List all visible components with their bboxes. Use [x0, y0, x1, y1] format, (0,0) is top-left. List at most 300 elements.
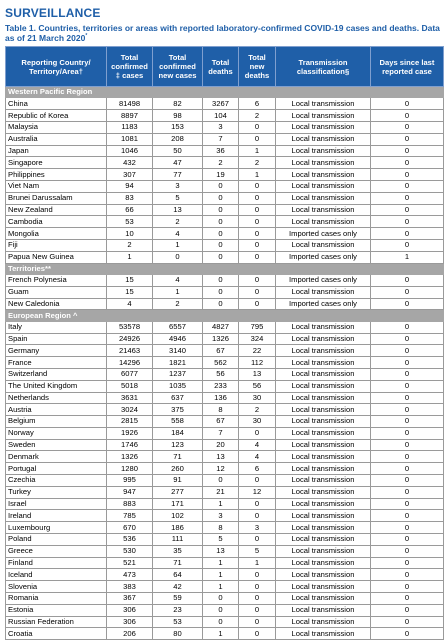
- days-since-cell: 0: [371, 451, 444, 463]
- country-cell: China: [6, 98, 107, 110]
- new-cases-cell: 153: [153, 121, 203, 133]
- country-cell: Czechia: [6, 475, 107, 487]
- country-cell: New Caledonia: [6, 298, 107, 310]
- new-deaths-cell: 1: [239, 557, 276, 569]
- transmission-cell: Local transmission: [276, 204, 371, 216]
- total-deaths-cell: 8: [203, 404, 239, 416]
- table-row: [6, 133, 444, 145]
- new-deaths-cell: 0: [239, 498, 276, 510]
- total-cases-cell: 8897: [107, 110, 153, 122]
- total-deaths-cell: 21: [203, 486, 239, 498]
- new-cases-cell: 3140: [153, 345, 203, 357]
- days-since-cell: 0: [371, 145, 444, 157]
- country-cell: New Zealand: [6, 204, 107, 216]
- days-since-cell: 0: [371, 522, 444, 534]
- new-deaths-cell: 112: [239, 357, 276, 369]
- total-deaths-cell: 0: [203, 593, 239, 605]
- new-deaths-cell: 22: [239, 345, 276, 357]
- total-deaths-cell: 1326: [203, 333, 239, 345]
- col-new-deaths-header: Total new deaths: [239, 47, 276, 87]
- transmission-cell: Imported cases only: [276, 251, 371, 263]
- new-cases-cell: 102: [153, 510, 203, 522]
- country-cell: Estonia: [6, 604, 107, 616]
- country-cell: Poland: [6, 534, 107, 546]
- new-deaths-cell: 0: [239, 239, 276, 251]
- transmission-cell: Local transmission: [276, 628, 371, 640]
- total-deaths-cell: 1: [203, 581, 239, 593]
- country-cell: Luxembourg: [6, 522, 107, 534]
- table-row: [6, 557, 444, 569]
- total-deaths-cell: 1: [203, 569, 239, 581]
- table-row: [6, 251, 444, 263]
- total-cases-cell: 307: [107, 169, 153, 181]
- table-row: [6, 545, 444, 557]
- transmission-cell: Local transmission: [276, 357, 371, 369]
- table-row: [6, 380, 444, 392]
- new-cases-cell: 1: [153, 286, 203, 298]
- transmission-cell: Imported cases only: [276, 298, 371, 310]
- table-row: [6, 169, 444, 181]
- section-heading: SURVEILLANCE: [5, 6, 101, 20]
- days-since-cell: 0: [371, 475, 444, 487]
- total-cases-cell: 2815: [107, 416, 153, 428]
- transmission-cell: Local transmission: [276, 121, 371, 133]
- table-row: [6, 110, 444, 122]
- country-cell: Spain: [6, 333, 107, 345]
- total-cases-cell: 536: [107, 534, 153, 546]
- total-cases-cell: 785: [107, 510, 153, 522]
- transmission-cell: Local transmission: [276, 545, 371, 557]
- transmission-cell: Imported cases only: [276, 274, 371, 286]
- transmission-cell: Local transmission: [276, 157, 371, 169]
- transmission-cell: Local transmission: [276, 569, 371, 581]
- days-since-cell: 0: [371, 380, 444, 392]
- table-row: [6, 368, 444, 380]
- total-deaths-cell: 5: [203, 534, 239, 546]
- new-cases-cell: 82: [153, 98, 203, 110]
- total-deaths-cell: 3267: [203, 98, 239, 110]
- total-deaths-cell: 19: [203, 169, 239, 181]
- transmission-cell: Local transmission: [276, 368, 371, 380]
- table-row: [6, 463, 444, 475]
- region-title: Territories**: [6, 263, 444, 274]
- new-cases-cell: 13: [153, 204, 203, 216]
- total-cases-cell: 670: [107, 522, 153, 534]
- country-cell: The United Kingdom: [6, 380, 107, 392]
- transmission-cell: Local transmission: [276, 475, 371, 487]
- new-deaths-cell: 0: [239, 569, 276, 581]
- country-cell: Croatia: [6, 628, 107, 640]
- transmission-cell: Local transmission: [276, 604, 371, 616]
- days-since-cell: 0: [371, 321, 444, 333]
- transmission-cell: Local transmission: [276, 427, 371, 439]
- transmission-cell: Local transmission: [276, 616, 371, 628]
- total-cases-cell: 81498: [107, 98, 153, 110]
- total-cases-cell: 206: [107, 628, 153, 640]
- transmission-cell: Local transmission: [276, 321, 371, 333]
- new-deaths-cell: 13: [239, 368, 276, 380]
- table-row: [6, 157, 444, 169]
- total-deaths-cell: 0: [203, 251, 239, 263]
- country-cell: Portugal: [6, 463, 107, 475]
- days-since-cell: 0: [371, 604, 444, 616]
- table-body: [6, 87, 444, 640]
- transmission-cell: Local transmission: [276, 593, 371, 605]
- new-deaths-cell: 0: [239, 274, 276, 286]
- new-cases-cell: 59: [153, 593, 203, 605]
- total-cases-cell: 66: [107, 204, 153, 216]
- total-deaths-cell: 104: [203, 110, 239, 122]
- total-deaths-cell: 4827: [203, 321, 239, 333]
- table-row: [6, 534, 444, 546]
- total-deaths-cell: 7: [203, 427, 239, 439]
- total-deaths-cell: 233: [203, 380, 239, 392]
- transmission-cell: Local transmission: [276, 557, 371, 569]
- transmission-cell: Local transmission: [276, 169, 371, 181]
- transmission-cell: Local transmission: [276, 380, 371, 392]
- new-deaths-cell: 0: [239, 121, 276, 133]
- new-deaths-cell: 1: [239, 145, 276, 157]
- transmission-cell: Local transmission: [276, 345, 371, 357]
- new-deaths-cell: 324: [239, 333, 276, 345]
- new-cases-cell: 4: [153, 274, 203, 286]
- total-deaths-cell: 0: [203, 616, 239, 628]
- table-row: [6, 498, 444, 510]
- new-cases-cell: 123: [153, 439, 203, 451]
- country-cell: Ireland: [6, 510, 107, 522]
- total-cases-cell: 3024: [107, 404, 153, 416]
- total-deaths-cell: 0: [203, 192, 239, 204]
- new-deaths-cell: 0: [239, 133, 276, 145]
- new-deaths-cell: 12: [239, 486, 276, 498]
- total-cases-cell: 1926: [107, 427, 153, 439]
- new-deaths-cell: 0: [239, 475, 276, 487]
- new-deaths-cell: 2: [239, 404, 276, 416]
- total-cases-cell: 521: [107, 557, 153, 569]
- total-deaths-cell: 0: [203, 239, 239, 251]
- days-since-cell: 0: [371, 392, 444, 404]
- total-deaths-cell: 36: [203, 145, 239, 157]
- new-cases-cell: 0: [153, 251, 203, 263]
- total-deaths-cell: 13: [203, 451, 239, 463]
- days-since-cell: 0: [371, 463, 444, 475]
- days-since-cell: 0: [371, 357, 444, 369]
- table-header-row: [6, 47, 444, 87]
- total-cases-cell: 6077: [107, 368, 153, 380]
- total-cases-cell: 1046: [107, 145, 153, 157]
- col-transmission-header: Transmission classification§: [276, 47, 371, 87]
- country-cell: Austria: [6, 404, 107, 416]
- new-deaths-cell: 6: [239, 463, 276, 475]
- table-row: [6, 298, 444, 310]
- transmission-cell: Local transmission: [276, 239, 371, 251]
- transmission-cell: Local transmission: [276, 110, 371, 122]
- new-cases-cell: 2: [153, 216, 203, 228]
- transmission-cell: Local transmission: [276, 439, 371, 451]
- new-deaths-cell: 0: [239, 616, 276, 628]
- new-deaths-cell: 2: [239, 110, 276, 122]
- new-cases-cell: 208: [153, 133, 203, 145]
- days-since-cell: 0: [371, 569, 444, 581]
- days-since-cell: 0: [371, 486, 444, 498]
- transmission-cell: Local transmission: [276, 498, 371, 510]
- total-deaths-cell: 0: [203, 298, 239, 310]
- transmission-cell: Local transmission: [276, 286, 371, 298]
- table-row: [6, 357, 444, 369]
- table-row: [6, 439, 444, 451]
- days-since-cell: 0: [371, 333, 444, 345]
- region-title: Western Pacific Region: [6, 87, 444, 98]
- new-cases-cell: 64: [153, 569, 203, 581]
- days-since-cell: 0: [371, 286, 444, 298]
- new-cases-cell: 91: [153, 475, 203, 487]
- total-cases-cell: 947: [107, 486, 153, 498]
- country-cell: Italy: [6, 321, 107, 333]
- col-country-header: Reporting Country/ Territory/Area†: [6, 47, 107, 87]
- transmission-cell: Local transmission: [276, 581, 371, 593]
- new-deaths-cell: 0: [239, 604, 276, 616]
- country-cell: Malaysia: [6, 121, 107, 133]
- new-deaths-cell: 30: [239, 416, 276, 428]
- new-deaths-cell: 4: [239, 439, 276, 451]
- total-deaths-cell: 0: [203, 180, 239, 192]
- transmission-cell: Local transmission: [276, 145, 371, 157]
- table-row: [6, 628, 444, 640]
- country-cell: Japan: [6, 145, 107, 157]
- country-cell: Turkey: [6, 486, 107, 498]
- country-cell: Fiji: [6, 239, 107, 251]
- total-cases-cell: 14296: [107, 357, 153, 369]
- days-since-cell: 0: [371, 593, 444, 605]
- total-cases-cell: 883: [107, 498, 153, 510]
- country-cell: Mongolia: [6, 228, 107, 240]
- country-cell: Germany: [6, 345, 107, 357]
- days-since-cell: 0: [371, 404, 444, 416]
- new-deaths-cell: 1: [239, 169, 276, 181]
- new-deaths-cell: 56: [239, 380, 276, 392]
- new-deaths-cell: 30: [239, 392, 276, 404]
- table-row: [6, 392, 444, 404]
- total-deaths-cell: 0: [203, 204, 239, 216]
- table-row: [6, 192, 444, 204]
- new-cases-cell: 53: [153, 616, 203, 628]
- new-cases-cell: 184: [153, 427, 203, 439]
- new-deaths-cell: 0: [239, 192, 276, 204]
- total-cases-cell: 306: [107, 616, 153, 628]
- total-cases-cell: 24926: [107, 333, 153, 345]
- days-since-cell: 0: [371, 616, 444, 628]
- total-deaths-cell: 3: [203, 121, 239, 133]
- days-since-cell: 0: [371, 416, 444, 428]
- total-cases-cell: 1326: [107, 451, 153, 463]
- table-row: [6, 98, 444, 110]
- country-cell: Romania: [6, 593, 107, 605]
- table-row: [6, 180, 444, 192]
- country-cell: Cambodia: [6, 216, 107, 228]
- new-deaths-cell: 0: [239, 216, 276, 228]
- transmission-cell: Local transmission: [276, 216, 371, 228]
- new-deaths-cell: 5: [239, 545, 276, 557]
- transmission-cell: Local transmission: [276, 133, 371, 145]
- days-since-cell: 0: [371, 510, 444, 522]
- days-since-cell: 0: [371, 180, 444, 192]
- days-since-cell: 0: [371, 581, 444, 593]
- new-cases-cell: 5: [153, 192, 203, 204]
- days-since-cell: 0: [371, 228, 444, 240]
- transmission-cell: Local transmission: [276, 333, 371, 345]
- days-since-cell: 0: [371, 427, 444, 439]
- transmission-cell: Local transmission: [276, 522, 371, 534]
- days-since-cell: 0: [371, 192, 444, 204]
- total-cases-cell: 473: [107, 569, 153, 581]
- country-cell: Iceland: [6, 569, 107, 581]
- new-cases-cell: 375: [153, 404, 203, 416]
- total-deaths-cell: 0: [203, 604, 239, 616]
- total-cases-cell: 4: [107, 298, 153, 310]
- country-cell: Papua New Guinea: [6, 251, 107, 263]
- new-cases-cell: 42: [153, 581, 203, 593]
- days-since-cell: 0: [371, 534, 444, 546]
- total-cases-cell: 383: [107, 581, 153, 593]
- new-cases-cell: 1035: [153, 380, 203, 392]
- table-row: [6, 581, 444, 593]
- table-row: [6, 204, 444, 216]
- transmission-cell: Local transmission: [276, 392, 371, 404]
- new-cases-cell: 50: [153, 145, 203, 157]
- total-cases-cell: 3631: [107, 392, 153, 404]
- total-deaths-cell: 0: [203, 274, 239, 286]
- region-header-row: [6, 87, 444, 98]
- total-deaths-cell: 67: [203, 345, 239, 357]
- total-deaths-cell: 20: [203, 439, 239, 451]
- new-deaths-cell: 0: [239, 298, 276, 310]
- total-deaths-cell: 12: [203, 463, 239, 475]
- new-deaths-cell: 0: [239, 228, 276, 240]
- table-row: [6, 345, 444, 357]
- new-deaths-cell: 0: [239, 593, 276, 605]
- days-since-cell: 0: [371, 628, 444, 640]
- new-cases-cell: 1821: [153, 357, 203, 369]
- total-cases-cell: 10: [107, 228, 153, 240]
- new-cases-cell: 35: [153, 545, 203, 557]
- transmission-cell: Imported cases only: [276, 228, 371, 240]
- days-since-cell: 0: [371, 204, 444, 216]
- new-cases-cell: 4946: [153, 333, 203, 345]
- total-cases-cell: 367: [107, 593, 153, 605]
- days-since-cell: 0: [371, 498, 444, 510]
- country-cell: Brunei Darussalam: [6, 192, 107, 204]
- total-cases-cell: 53578: [107, 321, 153, 333]
- new-cases-cell: 111: [153, 534, 203, 546]
- new-cases-cell: 98: [153, 110, 203, 122]
- total-deaths-cell: 56: [203, 368, 239, 380]
- region-title: European Region ^: [6, 310, 444, 321]
- new-cases-cell: 4: [153, 228, 203, 240]
- new-deaths-cell: 2: [239, 157, 276, 169]
- total-deaths-cell: 13: [203, 545, 239, 557]
- new-deaths-cell: 4: [239, 451, 276, 463]
- region-header-row: [6, 263, 444, 274]
- total-cases-cell: 1183: [107, 121, 153, 133]
- table-caption-text: Table 1. Countries, territories or areas with reported laboratory-confirmed COVID-19 cases and deaths. Data as of 21 March 2020: [5, 23, 440, 43]
- total-deaths-cell: 562: [203, 357, 239, 369]
- new-cases-cell: 1: [153, 239, 203, 251]
- country-cell: Sweden: [6, 439, 107, 451]
- total-cases-cell: 2: [107, 239, 153, 251]
- new-cases-cell: 23: [153, 604, 203, 616]
- table-row: [6, 121, 444, 133]
- new-deaths-cell: 0: [239, 581, 276, 593]
- table-row: [6, 569, 444, 581]
- col-total-cases-header: Total confirmed ‡ cases: [107, 47, 153, 87]
- country-cell: Netherlands: [6, 392, 107, 404]
- days-since-cell: 0: [371, 98, 444, 110]
- new-cases-cell: 277: [153, 486, 203, 498]
- new-cases-cell: 186: [153, 522, 203, 534]
- total-cases-cell: 15: [107, 286, 153, 298]
- total-cases-cell: 1746: [107, 439, 153, 451]
- total-deaths-cell: 0: [203, 286, 239, 298]
- total-cases-cell: 21463: [107, 345, 153, 357]
- new-deaths-cell: 0: [239, 427, 276, 439]
- new-deaths-cell: 0: [239, 534, 276, 546]
- new-deaths-cell: 0: [239, 251, 276, 263]
- transmission-cell: Local transmission: [276, 463, 371, 475]
- days-since-cell: 0: [371, 216, 444, 228]
- country-cell: Israel: [6, 498, 107, 510]
- total-deaths-cell: 0: [203, 216, 239, 228]
- country-cell: Belgium: [6, 416, 107, 428]
- total-deaths-cell: 136: [203, 392, 239, 404]
- covid-cases-table: [5, 46, 444, 640]
- new-deaths-cell: 0: [239, 510, 276, 522]
- table-row: [6, 475, 444, 487]
- new-deaths-cell: 0: [239, 628, 276, 640]
- table-row: [6, 427, 444, 439]
- country-cell: Singapore: [6, 157, 107, 169]
- new-deaths-cell: 795: [239, 321, 276, 333]
- total-cases-cell: 15: [107, 274, 153, 286]
- total-cases-cell: 53: [107, 216, 153, 228]
- transmission-cell: Local transmission: [276, 510, 371, 522]
- country-cell: Finland: [6, 557, 107, 569]
- total-cases-cell: 83: [107, 192, 153, 204]
- transmission-cell: Local transmission: [276, 451, 371, 463]
- caption-footnote-mark: *: [85, 33, 88, 40]
- total-deaths-cell: 1: [203, 557, 239, 569]
- table-row: [6, 593, 444, 605]
- new-cases-cell: 80: [153, 628, 203, 640]
- new-cases-cell: 171: [153, 498, 203, 510]
- country-cell: Russian Federation: [6, 616, 107, 628]
- transmission-cell: Local transmission: [276, 192, 371, 204]
- total-deaths-cell: 67: [203, 416, 239, 428]
- new-deaths-cell: 0: [239, 286, 276, 298]
- transmission-cell: Local transmission: [276, 404, 371, 416]
- transmission-cell: Local transmission: [276, 534, 371, 546]
- country-cell: Greece: [6, 545, 107, 557]
- new-deaths-cell: 0: [239, 180, 276, 192]
- table-caption: [5, 23, 443, 43]
- country-cell: Republic of Korea: [6, 110, 107, 122]
- table-row: [6, 616, 444, 628]
- table-row: [6, 604, 444, 616]
- total-cases-cell: 94: [107, 180, 153, 192]
- table-row: [6, 239, 444, 251]
- new-deaths-cell: 0: [239, 204, 276, 216]
- col-days-since-header: Days since last reported case: [371, 47, 444, 87]
- country-cell: Switzerland: [6, 368, 107, 380]
